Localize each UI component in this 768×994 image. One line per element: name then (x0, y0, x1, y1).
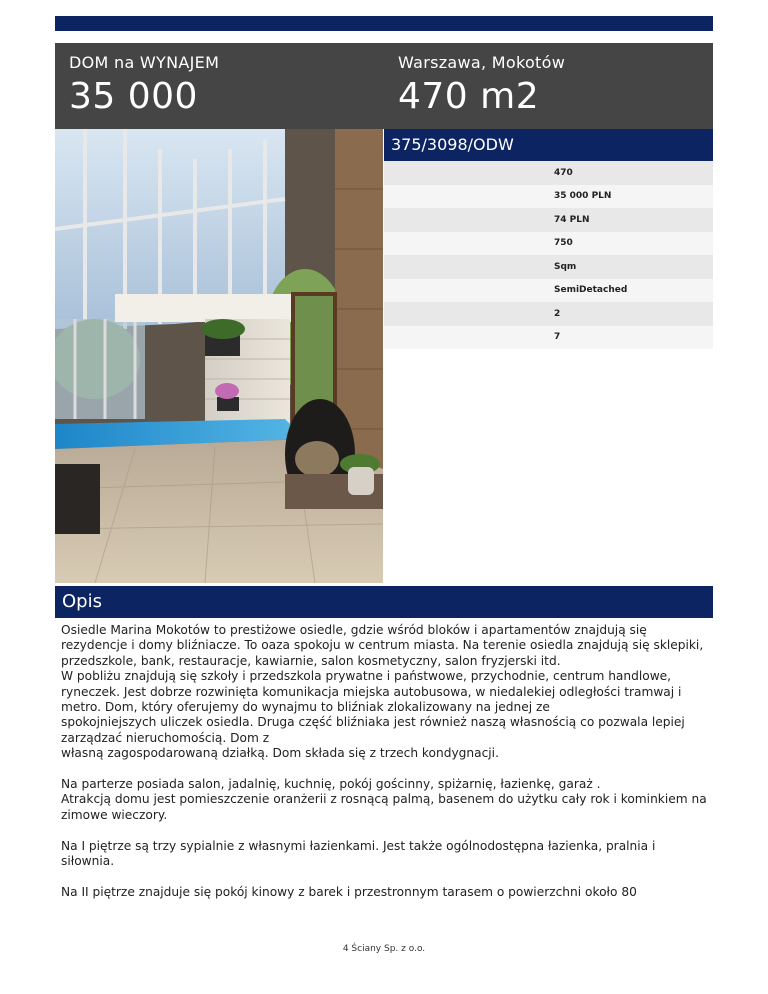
param-value: 470 (554, 167, 573, 178)
description-paragraph: Na parterze posiada salon, jadalnię, kuchnię, pokój gościnny, spiżarnię, łazienkę, garaż . Atrakcją domu jest pomieszczenie oranżerii z rosnącą palmą, basenem do użytku cały rok i kominkiem na zimowe wieczory. (61, 777, 707, 822)
param-value: 74 PLN (554, 214, 590, 225)
param-value: 35 000 PLN (554, 191, 612, 202)
description-paragraph: Na I piętrze są trzy sypialnie z własnymi łazienkami. Jest także ogólnodostępna łazienka, pralnia i siłownia. (61, 838, 656, 869)
param-value: 2 (554, 308, 561, 319)
param-value: 7 (554, 332, 561, 343)
param-value: Sqm (554, 261, 577, 272)
param-row (384, 232, 713, 256)
property-parameters (384, 161, 713, 349)
param-row (384, 279, 713, 303)
param-value: SemiDetached (554, 285, 628, 296)
listing-price: 35 000 (69, 76, 198, 117)
listing-header (55, 43, 713, 129)
top-accent-bar (55, 16, 713, 31)
param-value: 750 (554, 238, 573, 249)
conservatory-pool-image (55, 129, 383, 583)
header-right (384, 43, 713, 129)
param-row (384, 161, 713, 185)
param-row (384, 302, 713, 326)
listing-area: 470 m2 (398, 76, 540, 117)
param-row (384, 208, 713, 232)
property-photo (55, 129, 383, 583)
listing-location: Warszawa, Mokotów (398, 53, 566, 72)
description-heading: Opis (55, 586, 713, 618)
footer-company: 4 Ściany Sp. z o.o. (342, 944, 426, 954)
header-left (55, 43, 384, 129)
reference-number: 375/3098/ODW (384, 129, 713, 161)
listing-type: DOM na WYNAJEM (69, 53, 220, 72)
description-paragraph: Osiedle Marina Mokotów to prestiżowe osiedle, gdzie wśród bloków i apartamentów znajdują się rezydencje i domy bliźniacze. To oaza spokoju w centrum miasta. Na terenie osiedla znajdują się sklepiki, przedszkole, bank, restauracje, kawiarnie, salon kosmetyczny, salon fryzjerski itd. W pobliżu znajdują się szkoły i przedszkola prywatne i państwowe, przychodnie, centrum handlowe, ryneczek. Jest dobrze rozwinięta komunikacja miejska autobusowa, w niedalekiej odległości tramwaj i metro. Dom, który oferujemy do wynajmu to bliźniak zlokalizowany na jednej ze spokojniejszych uliczek osiedla. Druga część bliźniaka jest również naszą własnością co pozwala lepiej zarządzać nieruchomością. Dom z własną zagospodarowaną działką. Dom składa się z trzech kondygnacji. (61, 623, 704, 761)
param-row (384, 326, 713, 350)
description-body (61, 623, 711, 916)
description-paragraph: Na II piętrze znajduje się pokój kinowy z barek i przestronnym tarasem o powierzchni około 80 (61, 884, 637, 899)
param-row (384, 185, 713, 209)
param-row (384, 255, 713, 279)
